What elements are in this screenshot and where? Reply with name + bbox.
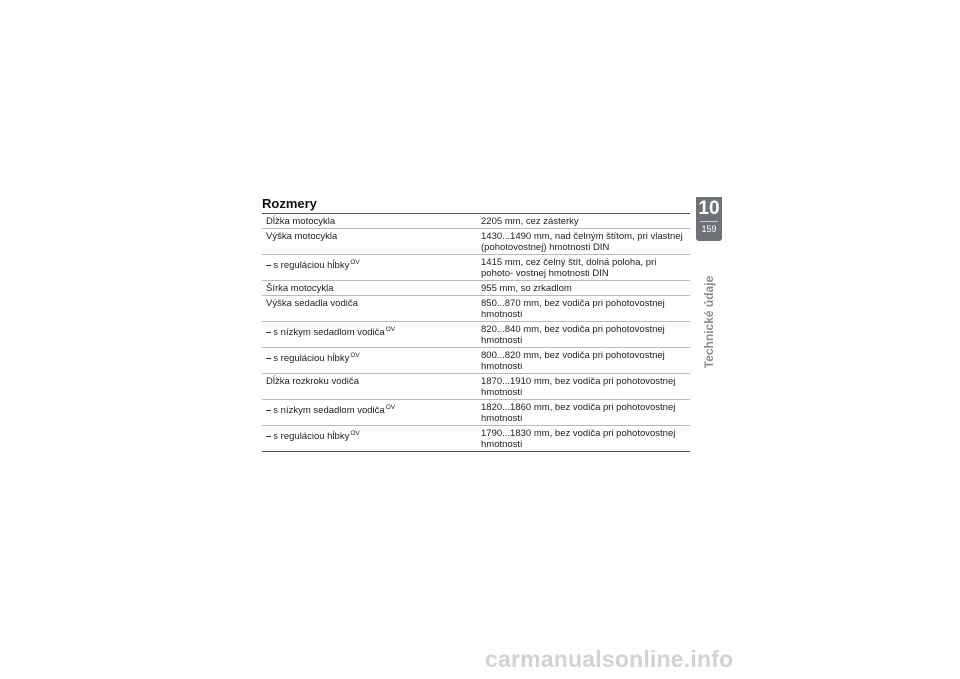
table-row	[262, 322, 690, 348]
row-label	[262, 257, 475, 279]
row-value: 1870...1910 mm, bez vodiča pri pohotovostnej hmotnosti	[481, 376, 676, 398]
chapter-tab	[696, 197, 722, 241]
watermark: carmanualsonline.info	[485, 646, 734, 672]
indent-marker: –	[266, 405, 272, 416]
indent-marker: –	[266, 327, 272, 338]
row-value: 1820...1860 mm, bez vodiča pri pohotovostnej hmotnosti	[481, 402, 676, 424]
row-label	[262, 402, 475, 424]
row-label-text: s reguláciou hĺbky	[273, 353, 350, 364]
optional-equipment-marker: OV	[385, 326, 396, 333]
table-row	[262, 229, 690, 255]
row-label	[262, 376, 475, 398]
dimensions-table	[262, 213, 690, 452]
chapter-label: Technické údaje	[702, 275, 716, 369]
row-value: 820...840 mm, bez vodiča pri pohotovostnej hmotnosti	[481, 324, 665, 346]
row-label	[262, 283, 475, 294]
row-label-text: Šírka motocykla	[266, 283, 334, 294]
row-label-text: Dĺžka rozkroku vodiča	[266, 376, 359, 387]
row-label-text: Dĺžka motocykla	[266, 216, 336, 227]
chapter-number: 10	[698, 198, 720, 219]
row-label-text: Výška motocykla	[266, 231, 338, 242]
chapter-separator	[700, 221, 718, 222]
row-label-text: s reguláciou hĺbky	[273, 260, 350, 271]
row-label	[262, 428, 475, 450]
row-label-text: s nízkym sedadlom vodiča	[273, 327, 385, 338]
section-title: Rozmery	[262, 196, 317, 211]
row-value: 2205 mm, cez zásterky	[481, 216, 579, 227]
optional-equipment-marker: OV	[350, 352, 360, 359]
table-row	[262, 426, 690, 452]
row-value: 850...870 mm, bez vodiča pri pohotovostnej hmotnosti	[481, 298, 665, 320]
row-label-text: s nízkym sedadlom vodiča	[273, 405, 385, 416]
table-row	[262, 296, 690, 322]
row-value: 1430...1490 mm, nad čelným štítom, pri vlastnej (pohotovostnej) hmotnosti DIN	[481, 231, 683, 253]
table-row	[262, 281, 690, 296]
optional-equipment-marker: OV	[385, 404, 396, 411]
optional-equipment-marker: OV	[350, 430, 360, 437]
table-row	[262, 400, 690, 426]
row-label	[262, 216, 475, 227]
row-value: 955 mm, so zrkadlom	[481, 283, 572, 294]
row-label	[262, 298, 475, 320]
row-label	[262, 350, 475, 372]
row-value: 1415 mm, cez čelný štít, dolná poloha, pri pohoto- vostnej hmotnosti DIN	[481, 257, 657, 279]
row-label-text: Výška sedadla vodiča	[266, 298, 358, 309]
row-value: 800...820 mm, bez vodiča pri pohotovostnej hmotnosti	[481, 350, 665, 372]
row-label-text: s reguláciou hĺbky	[273, 431, 350, 442]
row-label	[262, 231, 475, 253]
table-row	[262, 374, 690, 400]
chapter-side-label	[699, 274, 719, 370]
table-row	[262, 348, 690, 374]
table-row	[262, 214, 690, 229]
table-row	[262, 255, 690, 281]
indent-marker: –	[266, 353, 272, 364]
page-number: 159	[701, 224, 717, 234]
optional-equipment-marker: OV	[350, 259, 360, 266]
indent-marker: –	[266, 260, 272, 271]
indent-marker: –	[266, 431, 272, 442]
row-value: 1790...1830 mm, bez vodiča pri pohotovostnej hmotnosti	[481, 428, 676, 450]
row-label	[262, 324, 475, 346]
